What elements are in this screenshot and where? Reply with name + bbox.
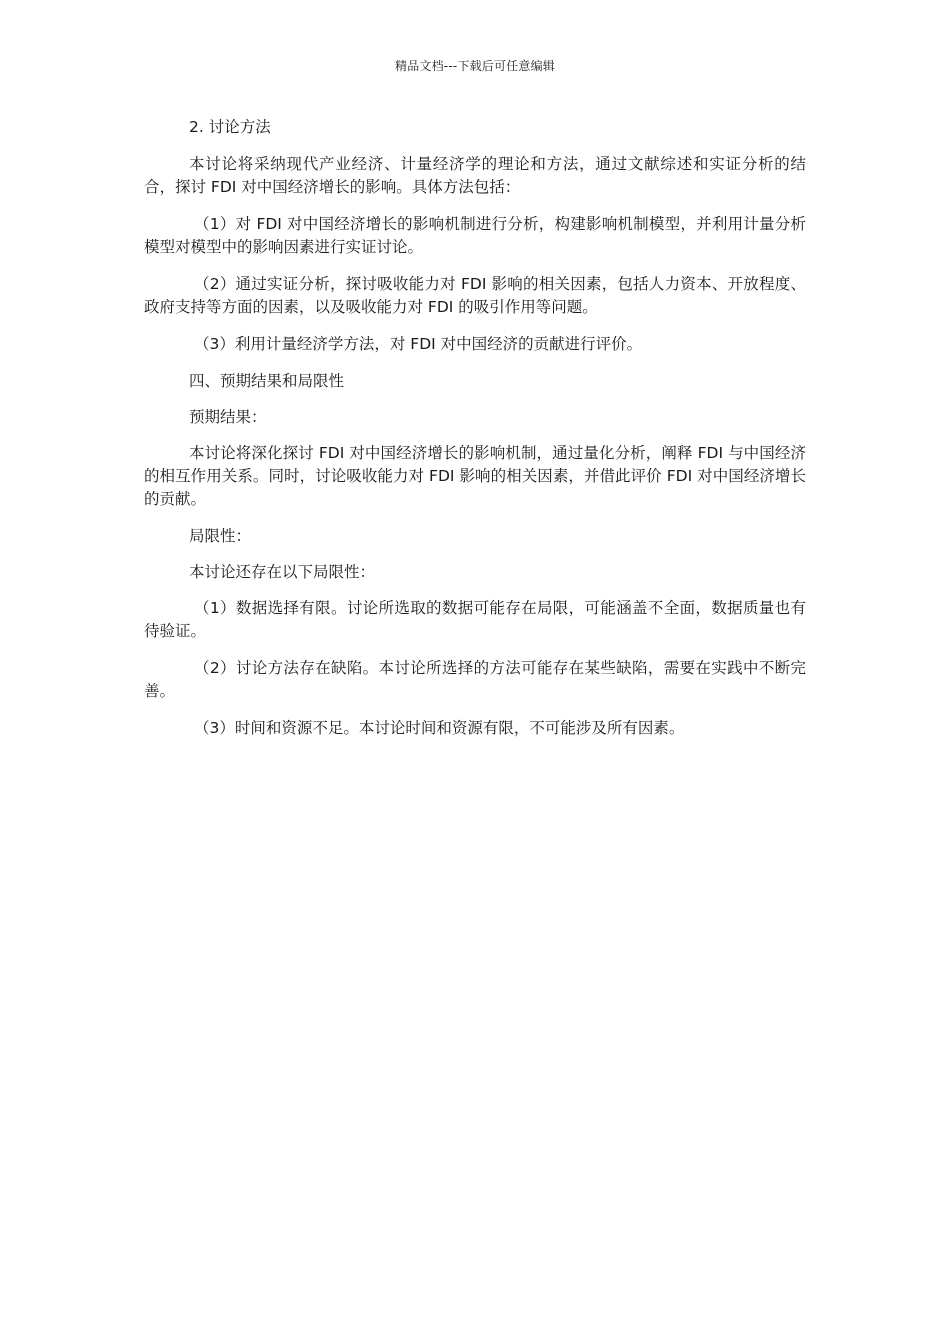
method-item-1: （1）对 FDI 对中国经济增长的影响机制进行分析，构建影响机制模型，并利用计量分析模型对模型中的影响因素进行实证讨论。: [144, 215, 806, 256]
page-header: 精品文档---下载后可任意编辑: [395, 59, 555, 73]
methods-intro-paragraph: 本讨论将采纳现代产业经济、计量经济学的理论和方法，通过文献综述和实证分析的结合，探讨 FDI 对中国经济增长的影响。具体方法包括：: [144, 155, 806, 196]
limitation-item-3: （3）时间和资源不足。本讨论时间和资源有限，不可能涉及所有因素。: [194, 719, 685, 737]
limitation-item-2: （2）讨论方法存在缺陷。本讨论所选择的方法可能存在某些缺陷，需要在实践中不断完善。: [144, 659, 806, 700]
method-item-3: （3）利用计量经济学方法，对 FDI 对中国经济的贡献进行评价。: [194, 335, 643, 353]
limitations-intro: 本讨论还存在以下局限性：: [189, 563, 376, 581]
limitation-item-1: （1）数据选择有限。讨论所选取的数据可能存在局限，可能涵盖不全面，数据质量也有待验证。: [144, 599, 806, 640]
document-body: [144, 116, 806, 754]
method-item-2: （2）通过实证分析，探讨吸收能力对 FDI 影响的相关因素，包括人力资本、开放程度、政府支持等方面的因素，以及吸收能力对 FDI 的吸引作用等问题。: [144, 275, 806, 316]
subheading-expected-results: 预期结果：: [189, 408, 267, 426]
section-heading-methods: 2. 讨论方法: [189, 118, 271, 136]
subheading-limitations: 局限性：: [189, 527, 252, 545]
expected-results-paragraph: 本讨论将深化探讨 FDI 对中国经济增长的影响机制，通过量化分析，阐释 FDI 与中国经济的相互作用关系。同时，讨论吸收能力对 FDI 影响的相关因素，并借此评价 FDI 对中国经济增长的贡献。: [144, 444, 806, 508]
section-heading-results: 四、预期结果和局限性: [189, 372, 345, 390]
